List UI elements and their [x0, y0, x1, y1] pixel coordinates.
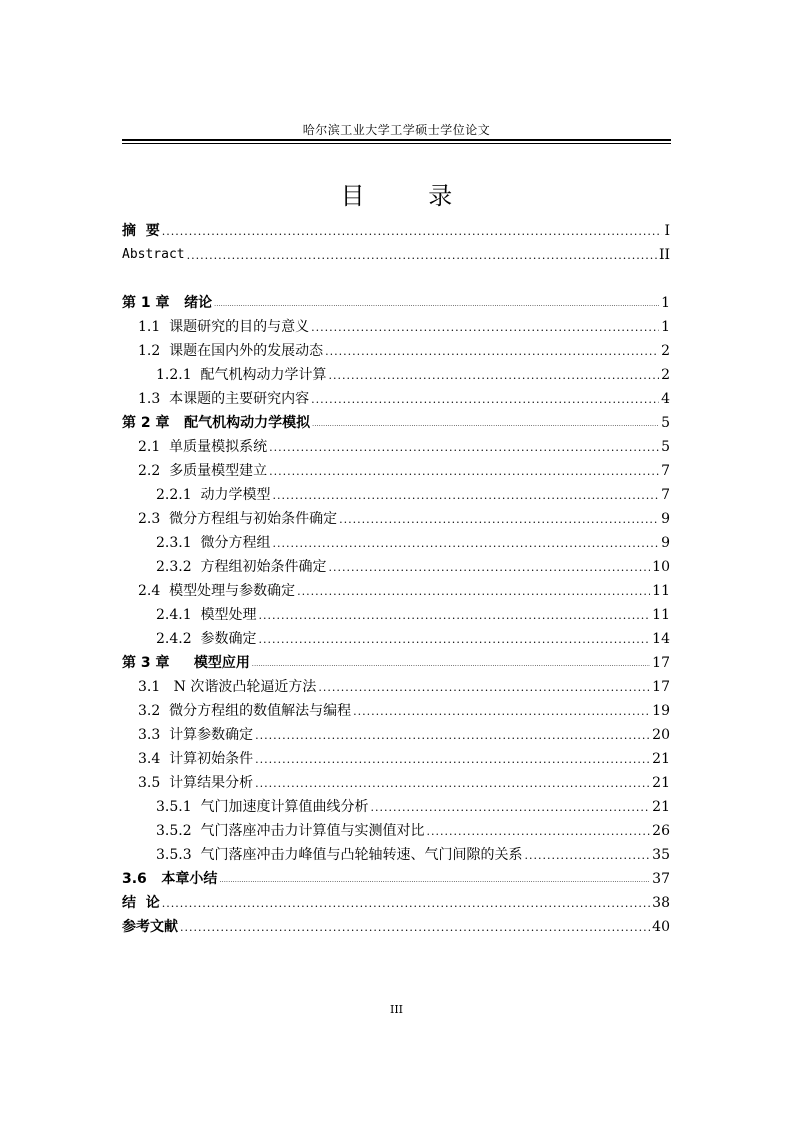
- toc-entry-page: 9: [661, 535, 670, 551]
- toc-leader-dots: [329, 369, 660, 383]
- toc-entry-label: 3.6 本章小结: [122, 871, 218, 887]
- toc-entry[interactable]: [122, 315, 670, 335]
- toc-entry-page: 17: [652, 679, 670, 695]
- toc-entry-label: 2.3 微分方程组与初始条件确定: [138, 511, 338, 527]
- toc-entry-page: 35: [652, 847, 670, 863]
- toc-entry[interactable]: [122, 531, 670, 551]
- toc-leader-dots: [311, 393, 659, 407]
- toc-entry-label: 参考文献: [122, 919, 178, 935]
- toc-leader-dots: [255, 729, 650, 743]
- toc-entry[interactable]: [122, 243, 670, 263]
- toc-entry-page: 9: [661, 511, 670, 527]
- toc-entry-page: II: [658, 247, 670, 263]
- toc-entry[interactable]: [122, 891, 670, 911]
- toc-leader-dots: [162, 225, 663, 239]
- toc-entry[interactable]: [122, 411, 670, 431]
- toc-entry-label: 2.2.1 动力学模型: [156, 487, 271, 503]
- toc-entry-page: 26: [652, 823, 670, 839]
- toc-entry[interactable]: [122, 339, 670, 359]
- toc-leader-dots: [371, 801, 651, 815]
- toc-leader-dots: [297, 585, 650, 599]
- toc-entry[interactable]: [122, 795, 670, 815]
- header-rule-thin: [122, 143, 671, 144]
- toc-entry-label: 1.3 本课题的主要研究内容: [138, 391, 310, 407]
- toc-entry-page: 2: [661, 367, 670, 383]
- toc-entry[interactable]: [122, 387, 670, 407]
- toc-leader-dots: [312, 419, 659, 431]
- toc-leader-dots: [162, 897, 650, 911]
- toc-entry-page: 7: [661, 463, 670, 479]
- toc-entry-label: 2.3.2 方程组初始条件确定: [156, 559, 327, 575]
- toc-entry-page: 1: [661, 319, 670, 335]
- toc-entry[interactable]: [122, 843, 670, 863]
- toc-entry-label: 3.5.1 气门加速度计算值曲线分析: [156, 799, 369, 815]
- toc-entry-label: 3.2 微分方程组的数值解法与编程: [138, 703, 352, 719]
- toc-leader-dots: [259, 633, 651, 647]
- toc-leader-dots: [273, 537, 660, 551]
- toc-entry-page: 5: [661, 439, 670, 455]
- toc-leader-dots: [329, 561, 651, 575]
- toc-entry[interactable]: [122, 723, 670, 743]
- toc-entry-label: 2.4 模型处理与参数确定: [138, 583, 296, 599]
- toc-entry-label: 3.5.2 气门落座冲击力计算值与实测值对比: [156, 823, 425, 839]
- toc-entry-label: 3.3 计算参数确定: [138, 727, 254, 743]
- toc-entry[interactable]: [122, 507, 670, 527]
- toc-leader-dots: [339, 513, 659, 527]
- toc-leader-dots: [325, 345, 659, 359]
- toc-entry[interactable]: [122, 555, 670, 575]
- toc-entry-label: 第 1 章 绪论: [122, 295, 213, 311]
- toc-entry-page: 21: [652, 775, 670, 791]
- toc-leader-dots: [255, 753, 650, 767]
- toc-entry-page: 1: [661, 295, 670, 311]
- toc-entry-label: 2.4.1 模型处理: [156, 607, 257, 623]
- toc-entry-label: 2.1 单质量模拟系统: [138, 439, 268, 455]
- toc-entry-label: 3.4 计算初始条件: [138, 751, 254, 767]
- toc-leader-dots: [180, 921, 650, 935]
- toc-entry[interactable]: [122, 771, 670, 791]
- toc-entry[interactable]: [122, 435, 670, 455]
- toc-entry-label: 第 3 章 模型应用: [122, 655, 250, 671]
- toc-leader-dots: [525, 849, 651, 863]
- toc-entry-label: 3.5.3 气门落座冲击力峰值与凸轮轴转速、气门间隙的关系: [156, 847, 523, 863]
- toc-entry-page: 21: [652, 799, 670, 815]
- toc-leader-dots: [353, 705, 650, 719]
- toc-entry-page: 7: [661, 487, 670, 503]
- toc-entry[interactable]: [122, 483, 670, 503]
- header-rule-thick: [122, 139, 671, 141]
- toc-leader-dots: [427, 825, 651, 839]
- toc-entry-page: 4: [661, 391, 670, 407]
- toc-entry[interactable]: [122, 603, 670, 623]
- toc-entry-label: 1.1 课题研究的目的与意义: [138, 319, 310, 335]
- toc-entry[interactable]: [122, 219, 670, 239]
- toc-entry[interactable]: [122, 363, 670, 383]
- toc-entry[interactable]: [122, 627, 670, 647]
- toc-entry[interactable]: [122, 651, 670, 671]
- toc-entry-label: 3.1 N 次谐波凸轮逼近方法: [138, 679, 317, 695]
- toc-leader-dots: [219, 875, 650, 887]
- toc-entry-page: 2: [661, 343, 670, 359]
- toc-entry[interactable]: [122, 819, 670, 839]
- toc-entry-label: 2.2 多质量模型建立: [138, 463, 268, 479]
- toc-entry-page: 10: [652, 559, 670, 575]
- toc-entry-page: I: [664, 223, 670, 239]
- page-title: 目 录: [340, 182, 481, 210]
- toc-leader-dots: [311, 321, 659, 335]
- toc-entry-label: 2.4.2 参数确定: [156, 631, 257, 647]
- toc-leader-dots: [252, 659, 650, 671]
- toc-leader-dots: [214, 299, 659, 311]
- toc-leader-dots: [269, 465, 659, 479]
- toc-entry-page: 11: [652, 607, 670, 623]
- toc-entry-label: 1.2 课题在国内外的发展动态: [138, 343, 324, 359]
- toc-entry[interactable]: [122, 699, 670, 719]
- toc-entry[interactable]: [122, 867, 670, 887]
- toc-entry-label: Abstract: [122, 247, 185, 262]
- toc-entry-page: 40: [652, 919, 670, 935]
- toc-entry-label: 摘 要: [122, 223, 160, 239]
- toc-entry-page: 14: [652, 631, 670, 647]
- toc-entry-page: 17: [652, 655, 670, 671]
- toc-leader-dots: [259, 609, 651, 623]
- toc-entry-page: 37: [652, 871, 670, 887]
- toc-entry-label: 2.3.1 微分方程组: [156, 535, 271, 551]
- toc-entry[interactable]: [122, 459, 670, 479]
- toc-entry-label: 第 2 章 配气机构动力学模拟: [122, 415, 311, 431]
- toc-entry-page: 21: [652, 751, 670, 767]
- toc-entry-label: 结 论: [122, 895, 160, 911]
- toc-leader-dots: [273, 489, 660, 503]
- toc-leader-dots: [187, 249, 657, 263]
- toc-entry-page: 20: [652, 727, 670, 743]
- toc-entry[interactable]: [122, 579, 670, 599]
- toc-leader-dots: [318, 681, 650, 695]
- toc-entry[interactable]: [122, 675, 670, 695]
- toc-entry-label: 1.2.1 配气机构动力学计算: [156, 367, 327, 383]
- toc-entry-page: 11: [652, 583, 670, 599]
- toc-leader-dots: [255, 777, 650, 791]
- toc-entry[interactable]: [122, 915, 670, 935]
- toc-entry-page: 5: [661, 415, 670, 431]
- toc-entry-page: 38: [652, 895, 670, 911]
- running-header: 哈尔滨工业大学工学硕士学位论文: [302, 123, 491, 137]
- page-number: III: [389, 1003, 404, 1016]
- toc-entry-label: 3.5 计算结果分析: [138, 775, 254, 791]
- toc-entry[interactable]: [122, 291, 670, 311]
- toc-entry-page: 19: [652, 703, 670, 719]
- toc-entry[interactable]: [122, 747, 670, 767]
- toc-leader-dots: [269, 441, 659, 455]
